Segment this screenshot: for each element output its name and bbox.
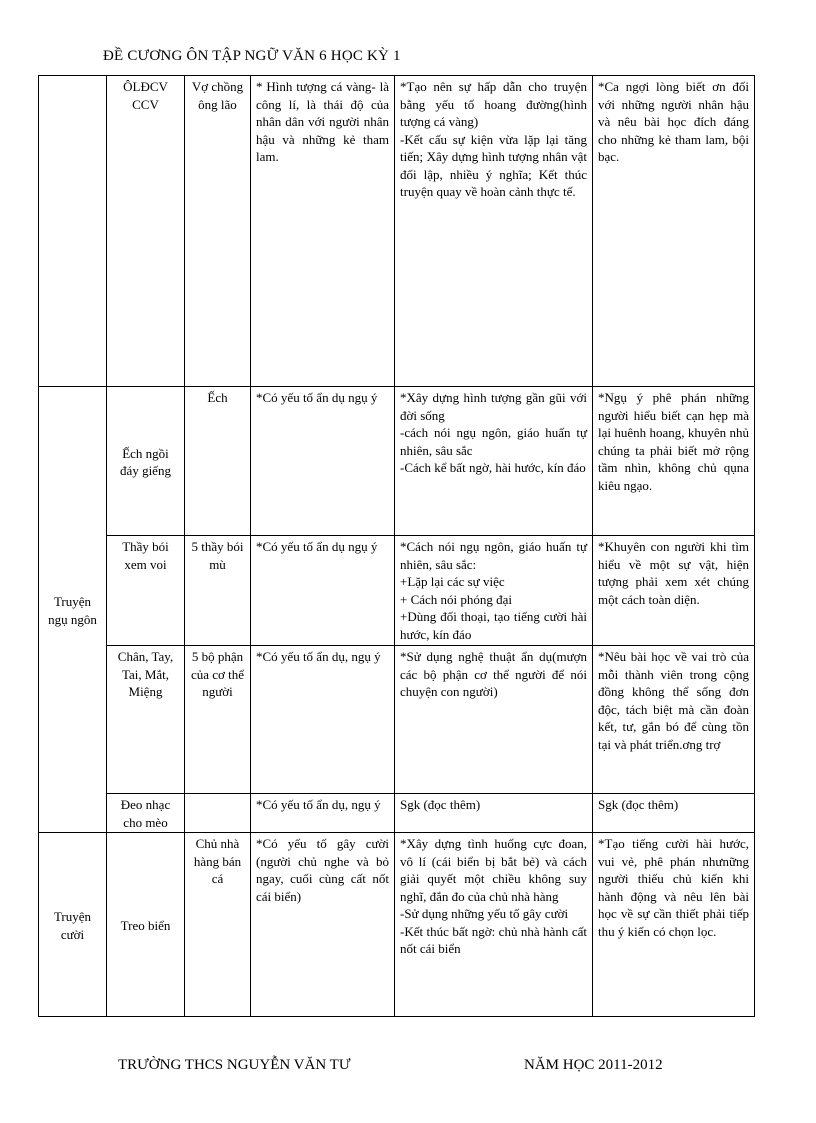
table-row bbox=[39, 76, 755, 387]
art-line: -Sử dụng những yếu tố gây cười bbox=[400, 906, 569, 921]
lesson-cell: *Ca ngợi lòng biết ơn đối với những người nhân hậu và nêu bài học đích đáng cho những kẻ tham lam, bội bạc. bbox=[593, 76, 755, 387]
school-year: NĂM HỌC 2011-2012 bbox=[524, 1057, 663, 1073]
page-title: ĐỀ CƯƠNG ÔN TẬP NGỮ VĂN 6 HỌC KỲ 1 bbox=[103, 48, 401, 64]
art-line: +Dùng đối thoại, tạo tiếng cười hài hước, kín đáo bbox=[400, 609, 587, 642]
art-line: *Tạo nên sự hấp dẫn cho truyện bằng yếu tố hoang đường(hình tượng cá vàng) bbox=[400, 79, 587, 129]
story-title: ÔLĐCV CCV bbox=[107, 76, 185, 387]
character-cell: 5 bộ phận của cơ thể người bbox=[185, 646, 251, 794]
story-title: Ếch ngồi đáy giếng bbox=[107, 387, 185, 536]
art-cell bbox=[395, 833, 593, 1017]
meaning-cell: *Có yếu tố ẩn dụ ngụ ý bbox=[251, 387, 395, 536]
category-cell bbox=[39, 76, 107, 387]
art-line: Sgk (đọc thêm) bbox=[400, 797, 481, 812]
story-title: Treo biển bbox=[107, 833, 185, 1017]
story-title: Chân, Tay, Tai, Mắt, Miệng bbox=[107, 646, 185, 794]
story-title: Đeo nhạc cho mèo bbox=[107, 794, 185, 833]
category-cell: Truyện cười bbox=[39, 833, 107, 1017]
character-cell: Chủ nhà hàng bán cá bbox=[185, 833, 251, 1017]
meaning-cell: *Có yếu tố gây cười (người chủ nghe và bỏ ngay, cuối cùng cất nốt cái biển) bbox=[251, 833, 395, 1017]
meaning-cell: * Hình tượng cá vàng- là công lí, là thái độ của nhân dân với người nhân hậu và những kẻ tham lam. bbox=[251, 76, 395, 387]
art-cell bbox=[395, 76, 593, 387]
lesson-cell: *Khuyên con người khi tìm hiểu về một sự vật, hiện tượng phải xem xét chúng một cách toàn diện. bbox=[593, 536, 755, 646]
art-cell bbox=[395, 387, 593, 536]
art-line: + Cách nói phóng đại bbox=[400, 591, 513, 607]
meaning-cell: *Có yếu tố ẩn dụ, ngụ ý bbox=[251, 646, 395, 794]
art-cell bbox=[395, 794, 593, 833]
table-row bbox=[39, 833, 755, 1017]
lesson-cell: *Ngụ ý phê phán những người hiểu biết cạn hẹp mà lại huênh hoang, khuyên nhủ chúng ta phải biết mở rộng tầm nhìn, không chủ qụna kiêu ngạo. bbox=[593, 387, 755, 536]
art-cell bbox=[395, 536, 593, 646]
art-line: *Sử dụng nghệ thuật ẩn dụ(mượn các bộ phận cơ thể người để nói chuyện con người) bbox=[400, 649, 587, 699]
art-line: -Cách kể bất ngờ, hài hước, kín đáo bbox=[400, 460, 586, 475]
art-cell bbox=[395, 646, 593, 794]
table-row bbox=[39, 387, 755, 536]
art-line: -Kết thúc bất ngờ: chủ nhà hành cất nốt cái biển bbox=[400, 923, 587, 956]
art-line: *Xây dựng hình tượng gần gũi với đời sống bbox=[400, 390, 587, 423]
lesson-cell: *Nêu bài học về vai trò của mỗi thành viên trong cộng đồng không thể sống đơn độc, tách biệt mà cần đoàn kết, tư, gắn bó để cùng tồn tại và phát triển.ơng trợ bbox=[593, 646, 755, 794]
character-cell: 5 thầy bói mù bbox=[185, 536, 251, 646]
art-line: -Kết cấu sự kiện vừa lặp lại tăng tiến; Xây dựng hình tượng nhân vật đối lập, nhiều ý nghĩa; Kết thúc truyện quay về hoàn cảnh thực tế. bbox=[400, 131, 587, 199]
school-name: TRƯỜNG THCS NGUYỄN VĂN TƯ bbox=[118, 1057, 351, 1073]
meaning-cell: *Có yếu tố ẩn dụ ngụ ý bbox=[251, 536, 395, 646]
character-cell: Ếch bbox=[185, 387, 251, 536]
lesson-cell: Sgk (đọc thêm) bbox=[593, 794, 755, 833]
literature-table bbox=[38, 75, 755, 1017]
lesson-cell: *Tạo tiếng cười hài hước, vui vẻ, phê phán nhưnững người thiếu chủ kiến khi hành động và nêu lên bài học về sự cần thiết phải tiếp thu ý kiến có chọn lọc. bbox=[593, 833, 755, 1017]
art-line: *Xây dựng tình huống cực đoan, vô lí (cái biển bị bắt bẻ) và cách giải quyết một chiều không suy nghĩ, đắn đo của chủ nhà hàng bbox=[400, 836, 587, 904]
art-line: -cách nói ngụ ngôn, giáo huấn tự nhiên, sâu sắc bbox=[400, 425, 587, 458]
table-row bbox=[39, 646, 755, 794]
table-row bbox=[39, 794, 755, 833]
story-title: Thầy bói xem voi bbox=[107, 536, 185, 646]
table-row bbox=[39, 536, 755, 646]
character-cell: Vợ chồng ông lão bbox=[185, 76, 251, 387]
art-line: +Lặp lại các sự việc bbox=[400, 574, 505, 589]
meaning-cell: *Có yếu tố ẩn dụ, ngụ ý bbox=[251, 794, 395, 833]
character-cell bbox=[185, 794, 251, 833]
category-cell: Truyện ngụ ngôn bbox=[39, 387, 107, 833]
art-line: *Cách nói ngụ ngôn, giáo huấn tự nhiên, sâu sắc: bbox=[400, 539, 587, 572]
